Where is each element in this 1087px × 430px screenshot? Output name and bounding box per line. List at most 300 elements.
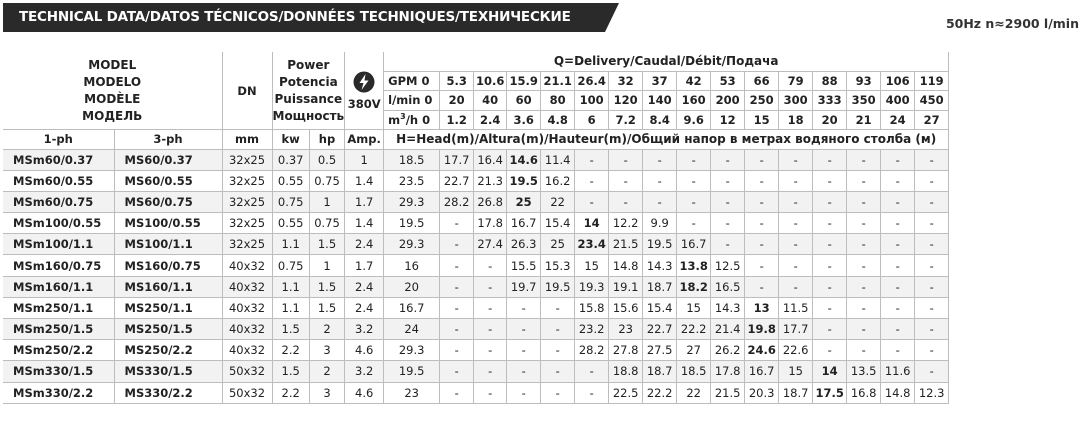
kw-value: 0.75 xyxy=(272,255,309,276)
head-value: 19.5 xyxy=(541,276,575,297)
head-value: - xyxy=(575,361,609,382)
kw-value: 0.37 xyxy=(272,149,309,170)
model-1ph: MSm60/0.75 xyxy=(3,191,114,212)
lmin-value: 140 xyxy=(643,91,677,111)
head-value: - xyxy=(440,213,474,234)
head-value: 15.6 xyxy=(609,297,643,318)
head-value: 19.5 xyxy=(384,213,440,234)
head-value: - xyxy=(677,170,711,191)
lmin-value: 350 xyxy=(847,91,881,111)
model-1ph: MSm330/2.2 xyxy=(3,382,114,403)
model-1ph: MSm60/0.37 xyxy=(3,149,114,170)
amp-value: 2.4 xyxy=(345,297,384,318)
amp-value: 1 xyxy=(345,149,384,170)
head-value: - xyxy=(745,149,779,170)
head-value: 19.1 xyxy=(609,276,643,297)
head-value: - xyxy=(440,297,474,318)
amp-value: 4.6 xyxy=(345,382,384,403)
head-value: 18.5 xyxy=(384,149,440,170)
model-label-es: MODELO xyxy=(83,74,142,89)
dn-value: 40x32 xyxy=(222,319,272,340)
head-value: 23.4 xyxy=(575,234,609,255)
m3h-value: 20 xyxy=(813,110,847,130)
table-row xyxy=(3,361,949,382)
head-value: - xyxy=(440,382,474,403)
head-value: 19.3 xyxy=(575,276,609,297)
hp-value: 1.5 xyxy=(309,234,344,255)
head-value: - xyxy=(677,191,711,212)
m3h-value: 6 xyxy=(575,110,609,130)
head-value: - xyxy=(541,340,575,361)
head-value: 22 xyxy=(677,382,711,403)
head-value: 15 xyxy=(677,297,711,318)
kw-value: 1.1 xyxy=(272,276,309,297)
amp-value: 4.6 xyxy=(345,340,384,361)
head-value: - xyxy=(847,297,881,318)
head-value: - xyxy=(575,191,609,212)
head-value: - xyxy=(745,170,779,191)
head-value: - xyxy=(813,297,847,318)
head-value: 18.7 xyxy=(779,382,813,403)
table-row xyxy=(3,191,949,212)
head-value: 11.5 xyxy=(779,297,813,318)
head-value: - xyxy=(915,255,949,276)
head-value: 20.3 xyxy=(745,382,779,403)
head-value: - xyxy=(813,340,847,361)
head-value: - xyxy=(915,149,949,170)
head-value: - xyxy=(813,255,847,276)
head-value: 14.6 xyxy=(507,149,541,170)
head-value: 29.3 xyxy=(384,191,440,212)
head-value: - xyxy=(643,170,677,191)
head-value: - xyxy=(847,234,881,255)
hp-value: 0.5 xyxy=(309,149,344,170)
head-value: 16.2 xyxy=(541,170,575,191)
model-3ph: MS100/0.55 xyxy=(114,213,222,234)
head-value: 16.7 xyxy=(745,361,779,382)
model-3ph: MS160/1.1 xyxy=(114,276,222,297)
head-value: 21.3 xyxy=(474,170,507,191)
head-value: 15.5 xyxy=(507,255,541,276)
head-value: - xyxy=(813,276,847,297)
lmin-value: 40 xyxy=(474,91,507,111)
model-3ph: MS330/2.2 xyxy=(114,382,222,403)
head-value: 16.7 xyxy=(677,234,711,255)
head-value: - xyxy=(711,191,745,212)
dn-value: 40x32 xyxy=(222,340,272,361)
head-value: - xyxy=(915,276,949,297)
m3h-value: 3.6 xyxy=(507,110,541,130)
head-value: - xyxy=(881,319,915,340)
kw-value: 1.1 xyxy=(272,234,309,255)
head-value: 12.2 xyxy=(609,213,643,234)
head-value: - xyxy=(813,319,847,340)
head-value: - xyxy=(915,297,949,318)
head-value: - xyxy=(915,361,949,382)
head-value: - xyxy=(440,361,474,382)
head-value: - xyxy=(643,191,677,212)
head-value: - xyxy=(677,149,711,170)
kw-value: 1.5 xyxy=(272,319,309,340)
kw-value: 0.75 xyxy=(272,191,309,212)
hp-value: 2 xyxy=(309,319,344,340)
lmin-value: 100 xyxy=(575,91,609,111)
amp-header: Amp. xyxy=(345,130,384,150)
head-value: 15.4 xyxy=(541,213,575,234)
head-value: - xyxy=(507,297,541,318)
m3h-value: 9.6 xyxy=(677,110,711,130)
head-value: - xyxy=(779,255,813,276)
head-value: - xyxy=(881,149,915,170)
table-row xyxy=(3,382,949,403)
head-value: - xyxy=(847,255,881,276)
head-value: 27 xyxy=(677,340,711,361)
head-value: 14 xyxy=(813,361,847,382)
gpm-value: 37 xyxy=(643,71,677,91)
table-row xyxy=(3,213,949,234)
head-value: 22 xyxy=(541,191,575,212)
lightning-icon xyxy=(353,71,375,93)
lmin-value: 20 xyxy=(440,91,474,111)
head-value: - xyxy=(915,234,949,255)
dn-value: 32x25 xyxy=(222,191,272,212)
head-value: 15.4 xyxy=(643,297,677,318)
head-value: 19.5 xyxy=(384,361,440,382)
head-value: - xyxy=(541,382,575,403)
head-value: 15 xyxy=(779,361,813,382)
head-value: - xyxy=(440,276,474,297)
model-3ph: MS160/0.75 xyxy=(114,255,222,276)
head-value: - xyxy=(643,149,677,170)
lmin-value: 250 xyxy=(745,91,779,111)
head-value: - xyxy=(474,297,507,318)
dn-value: 40x32 xyxy=(222,276,272,297)
head-value: - xyxy=(915,170,949,191)
head-value: 24.6 xyxy=(745,340,779,361)
head-value: - xyxy=(745,213,779,234)
head-value: - xyxy=(847,170,881,191)
head-value: - xyxy=(745,234,779,255)
head-value: 18.8 xyxy=(609,361,643,382)
hp-value: 2 xyxy=(309,361,344,382)
head-value: - xyxy=(507,382,541,403)
model-3ph: MS250/1.5 xyxy=(114,319,222,340)
head-value: 18.5 xyxy=(677,361,711,382)
m3h-value: 8.4 xyxy=(643,110,677,130)
amp-value: 1.7 xyxy=(345,191,384,212)
dn-value: 32x25 xyxy=(222,234,272,255)
head-value: - xyxy=(779,213,813,234)
gpm-value: 15.9 xyxy=(507,71,541,91)
gpm-value: 26.4 xyxy=(575,71,609,91)
m3h-value: 12 xyxy=(711,110,745,130)
head-value: 13 xyxy=(745,297,779,318)
hp-value: 1.5 xyxy=(309,297,344,318)
head-value: 14 xyxy=(575,213,609,234)
dn-value: 32x25 xyxy=(222,170,272,191)
model-1ph: MSm60/0.55 xyxy=(3,170,114,191)
frequency-label: 50Hz n≈2900 l/min xyxy=(945,16,1079,31)
lmin-value: 300 xyxy=(779,91,813,111)
head-value: 21.4 xyxy=(711,319,745,340)
head-value: - xyxy=(677,213,711,234)
head-value: - xyxy=(711,234,745,255)
power-label-fr: Puissance xyxy=(274,91,343,106)
head-value: 16.7 xyxy=(507,213,541,234)
model-3ph: MS60/0.37 xyxy=(114,149,222,170)
head-value: 26.2 xyxy=(711,340,745,361)
head-value: - xyxy=(575,170,609,191)
model-label-ru: МОДЕЛЬ xyxy=(82,108,143,123)
hp-value: 1 xyxy=(309,191,344,212)
model-header xyxy=(3,52,222,130)
head-value: 14.3 xyxy=(711,297,745,318)
head-value: 23.2 xyxy=(575,319,609,340)
head-value: 13.8 xyxy=(677,255,711,276)
head-value: - xyxy=(847,213,881,234)
kw-value: 2.2 xyxy=(272,382,309,403)
head-value: - xyxy=(779,276,813,297)
gpm-value: 32 xyxy=(609,71,643,91)
model-3ph: MS60/0.55 xyxy=(114,170,222,191)
m3h-value: 18 xyxy=(779,110,813,130)
head-value: - xyxy=(813,149,847,170)
head-value: 26.8 xyxy=(474,191,507,212)
head-value: - xyxy=(847,340,881,361)
head-value: - xyxy=(440,319,474,340)
kw-value: 2.2 xyxy=(272,340,309,361)
head-value: - xyxy=(813,191,847,212)
table-row xyxy=(3,234,949,255)
head-value: 17.8 xyxy=(474,213,507,234)
m3h-value: 4.8 xyxy=(541,110,575,130)
head-value: 12.5 xyxy=(711,255,745,276)
lmin-label: l/min 0 xyxy=(384,91,440,111)
head-value: - xyxy=(847,149,881,170)
one-phase-header: 1-ph xyxy=(3,130,114,150)
head-value: - xyxy=(745,276,779,297)
dn-header: DN xyxy=(222,52,272,130)
head-value: - xyxy=(474,382,507,403)
gpm-value: 53 xyxy=(711,71,745,91)
hp-value: 3 xyxy=(309,382,344,403)
table-row xyxy=(3,276,949,297)
head-value: - xyxy=(813,170,847,191)
hp-value: 1.5 xyxy=(309,276,344,297)
head-value: 27.8 xyxy=(609,340,643,361)
amp-value: 2.4 xyxy=(345,276,384,297)
gpm-value: 10.6 xyxy=(474,71,507,91)
hp-value: 0.75 xyxy=(309,170,344,191)
model-1ph: MSm330/1.5 xyxy=(3,361,114,382)
head-value: 27.5 xyxy=(643,340,677,361)
lmin-value: 333 xyxy=(813,91,847,111)
voltage-header xyxy=(345,52,384,130)
table-row xyxy=(3,170,949,191)
gpm-value: 21.1 xyxy=(541,71,575,91)
head-value: 11.6 xyxy=(881,361,915,382)
head-value: 16.8 xyxy=(847,382,881,403)
head-value: - xyxy=(881,340,915,361)
model-1ph: MSm250/1.1 xyxy=(3,297,114,318)
head-value: - xyxy=(745,255,779,276)
m3h-value: 21 xyxy=(847,110,881,130)
power-label-en: Power xyxy=(287,57,330,72)
head-header: H=Head(m)/Altura(m)/Hauteur(m)/Общий напор в метрах водяного столба (м) xyxy=(384,130,949,150)
lmin-value: 400 xyxy=(881,91,915,111)
head-value: 23.5 xyxy=(384,170,440,191)
gpm-value: 119 xyxy=(915,71,949,91)
head-value: 16.7 xyxy=(384,297,440,318)
head-value: - xyxy=(779,191,813,212)
head-value: 20 xyxy=(384,276,440,297)
head-value: - xyxy=(440,340,474,361)
head-value: 22.2 xyxy=(643,382,677,403)
head-value: 26.3 xyxy=(507,234,541,255)
head-value: 28.2 xyxy=(440,191,474,212)
kw-header: kw xyxy=(272,130,309,150)
gpm-value: 5.3 xyxy=(440,71,474,91)
head-value: 16.5 xyxy=(711,276,745,297)
head-value: - xyxy=(711,213,745,234)
head-value: 12.3 xyxy=(915,382,949,403)
head-value: 28.2 xyxy=(575,340,609,361)
head-value: 22.7 xyxy=(643,319,677,340)
head-value: - xyxy=(915,213,949,234)
head-value: 19.5 xyxy=(643,234,677,255)
head-value: 21.5 xyxy=(609,234,643,255)
head-value: - xyxy=(541,319,575,340)
amp-value: 1.4 xyxy=(345,213,384,234)
head-value: 25 xyxy=(507,191,541,212)
head-value: 11.4 xyxy=(541,149,575,170)
power-label-ru: Мощность xyxy=(272,108,345,123)
head-value: 17.7 xyxy=(779,319,813,340)
lmin-value: 450 xyxy=(915,91,949,111)
head-value: 21.5 xyxy=(711,382,745,403)
hp-value: 3 xyxy=(309,340,344,361)
mm-header: mm xyxy=(222,130,272,150)
model-label-fr: MODÈLE xyxy=(84,91,141,106)
head-value: - xyxy=(541,361,575,382)
m3h-value: 15 xyxy=(745,110,779,130)
head-value: - xyxy=(847,276,881,297)
table-row xyxy=(3,255,949,276)
head-value: 16.4 xyxy=(474,149,507,170)
dn-value: 40x32 xyxy=(222,255,272,276)
head-value: 15.8 xyxy=(575,297,609,318)
head-value: - xyxy=(813,234,847,255)
head-value: - xyxy=(474,340,507,361)
kw-value: 0.55 xyxy=(272,170,309,191)
model-3ph: MS250/2.2 xyxy=(114,340,222,361)
table-row xyxy=(3,149,949,170)
technical-data-table xyxy=(3,52,949,404)
head-value: - xyxy=(915,340,949,361)
head-value: 22.5 xyxy=(609,382,643,403)
dn-value: 32x25 xyxy=(222,149,272,170)
head-value: 22.2 xyxy=(677,319,711,340)
hp-value: 0.75 xyxy=(309,213,344,234)
model-label-en: MODEL xyxy=(88,57,137,72)
gpm-value: 88 xyxy=(813,71,847,91)
head-value: - xyxy=(474,255,507,276)
power-header xyxy=(272,52,345,130)
lmin-value: 200 xyxy=(711,91,745,111)
head-value: 18.2 xyxy=(677,276,711,297)
head-value: - xyxy=(881,234,915,255)
head-value: - xyxy=(881,213,915,234)
head-value: 14.8 xyxy=(609,255,643,276)
head-value: - xyxy=(474,361,507,382)
head-value: - xyxy=(711,170,745,191)
gpm-value: 66 xyxy=(745,71,779,91)
gpm-value: 93 xyxy=(847,71,881,91)
delivery-header: Q=Delivery/Caudal/Débit/Подача xyxy=(384,52,949,71)
head-value: - xyxy=(474,319,507,340)
m3h-value: 7.2 xyxy=(609,110,643,130)
head-value: - xyxy=(440,255,474,276)
lmin-value: 120 xyxy=(609,91,643,111)
gpm-value: 42 xyxy=(677,71,711,91)
head-value: 22.7 xyxy=(440,170,474,191)
head-value: - xyxy=(881,297,915,318)
head-value: - xyxy=(507,340,541,361)
dn-value: 50x32 xyxy=(222,382,272,403)
head-value: 25 xyxy=(541,234,575,255)
head-value: 19.8 xyxy=(745,319,779,340)
head-value: 18.7 xyxy=(643,361,677,382)
head-value: 9.9 xyxy=(643,213,677,234)
amp-value: 1.7 xyxy=(345,255,384,276)
power-label-es: Potencia xyxy=(278,74,338,89)
head-value: - xyxy=(507,361,541,382)
lmin-value: 80 xyxy=(541,91,575,111)
head-value: 15 xyxy=(575,255,609,276)
kw-value: 1.5 xyxy=(272,361,309,382)
head-value: 17.8 xyxy=(711,361,745,382)
head-value: - xyxy=(779,234,813,255)
head-value: - xyxy=(440,234,474,255)
head-value: 17.7 xyxy=(440,149,474,170)
table-row xyxy=(3,319,949,340)
head-value: 24 xyxy=(384,319,440,340)
head-value: - xyxy=(813,213,847,234)
head-value: 14.8 xyxy=(881,382,915,403)
head-value: - xyxy=(474,276,507,297)
head-value: - xyxy=(847,319,881,340)
head-value: 27.4 xyxy=(474,234,507,255)
dn-value: 50x32 xyxy=(222,361,272,382)
table-row xyxy=(3,297,949,318)
model-1ph: MSm250/1.5 xyxy=(3,319,114,340)
model-1ph: MSm250/2.2 xyxy=(3,340,114,361)
model-1ph: MSm160/0.75 xyxy=(3,255,114,276)
head-value: - xyxy=(881,191,915,212)
section-banner: TECHNICAL DATA/DATOS TÉCNICOS/DONNÉES TECHNIQUES/ТЕХНИЧЕСКИЕ ДАННЫЕ xyxy=(3,3,605,32)
hp-value: 1 xyxy=(309,255,344,276)
lmin-value: 60 xyxy=(507,91,541,111)
head-value: - xyxy=(541,297,575,318)
head-value: 23 xyxy=(609,319,643,340)
head-value: 15.3 xyxy=(541,255,575,276)
head-value: - xyxy=(881,255,915,276)
m3h-value: 24 xyxy=(881,110,915,130)
gpm-label: GPM 0 xyxy=(384,71,440,91)
head-value: 23 xyxy=(384,382,440,403)
head-value: - xyxy=(915,191,949,212)
model-1ph: MSm100/1.1 xyxy=(3,234,114,255)
